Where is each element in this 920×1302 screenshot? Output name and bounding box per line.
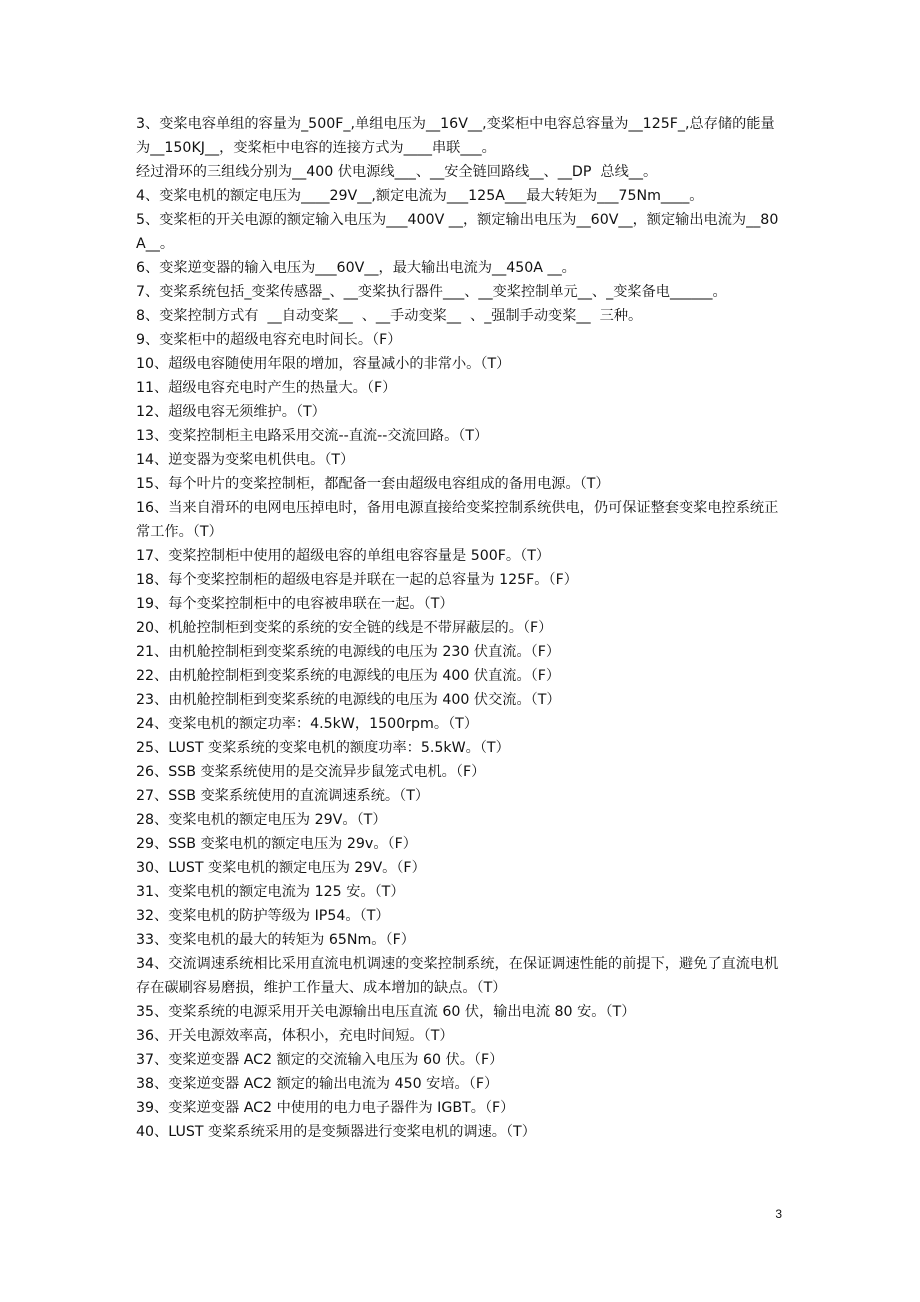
- text-line: 29、SSB 变桨电机的额定电压为 29v。（F）: [136, 836, 417, 852]
- text-line: 28、变桨电机的额定电压为 29V。（T）: [136, 812, 387, 828]
- text-line: 11、超级电容充电时产生的热量大。（F）: [136, 380, 397, 396]
- text-line: 25、LUST 变桨系统的变桨电机的额度功率：5.5kW。（T）: [136, 740, 510, 756]
- text-line: 7、变桨系统包括_变桨传感器_、__变桨执行器件___、__变桨控制单元__、_变桨备电______。: [136, 284, 727, 300]
- text-line: 36、开关电源效率高，体积小，充电时间短。（T）: [136, 1028, 454, 1044]
- text-line: 3、变桨电容单组的容量为_500F_,单组电压为__16V__,变桨柜中电容总容量为__125F_,总存储的能量为__150KJ__，变桨柜中电容的连接方式为____串联___。: [136, 116, 775, 156]
- text-line: 6、变桨逆变器的输入电压为___60V__，最大输出电流为__450A __。: [136, 260, 576, 276]
- text-line: 17、变桨控制柜中使用的超级电容的单组电容容量是 500F。（T）: [136, 548, 551, 564]
- text-line: 37、变桨逆变器 AC2 额定的交流输入电压为 60 伏。（F）: [136, 1052, 504, 1068]
- document-body: [136, 112, 784, 1144]
- text-line: 19、每个变桨控制柜中的电容被串联在一起。（T）: [136, 596, 454, 612]
- text-line: 12、超级电容无须维护。（T）: [136, 404, 326, 420]
- text-line: 14、逆变器为变桨电机供电。（T）: [136, 452, 355, 468]
- text-line: 9、变桨柜中的超级电容充电时间长。（F）: [136, 332, 402, 348]
- text-line: 15、每个叶片的变桨控制柜，都配备一套由超级电容组成的备用电源。（T）: [136, 476, 610, 492]
- text-line: 18、每个变桨控制柜的超级电容是并联在一起的总容量为 125F。（F）: [136, 572, 578, 588]
- text-line: 31、变桨电机的额定电流为 125 安。（T）: [136, 884, 405, 900]
- text-line: 16、当来自滑环的电网电压掉电时，备用电源直接给变桨控制系统供电，仍可保证整套变桨电控系统正常工作。（T）: [136, 500, 779, 540]
- text-line: 30、LUST 变桨电机的额定电压为 29V。（F）: [136, 860, 426, 876]
- text-line: 20、机舱控制柜到变桨的系统的安全链的线是不带屏蔽层的。（F）: [136, 620, 553, 636]
- text-line: 32、变桨电机的防护等级为 IP54。（T）: [136, 908, 390, 924]
- text-line: 10、超级电容随使用年限的增加，容量减小的非常小。（T）: [136, 356, 511, 372]
- text-line: 8、变桨控制方式有 __自动变桨__ 、__手动变桨__ 、_强制手动变桨__ 三种。: [136, 308, 643, 324]
- text-line: 35、变桨系统的电源采用开关电源输出电压直流 60 伏，输出电流 80 安。（T）: [136, 1004, 636, 1020]
- text-line: 4、变桨电机的额定电压为____29V__,额定电流为___125A___最大转矩为___75Nm____。: [136, 188, 704, 204]
- text-line: 38、变桨逆变器 AC2 额定的输出电流为 450 安培。（F）: [136, 1076, 499, 1092]
- text-line: 22、由机舱控制柜到变桨系统的电源线的电压为 400 伏直流。（F）: [136, 668, 561, 684]
- text-line: 27、SSB 变桨系统使用的直流调速系统。（T）: [136, 788, 430, 804]
- text-line: 13、变桨控制柜主电路采用交流--直流--交流回路。（T）: [136, 428, 489, 444]
- text-line: 23、由机舱控制柜到变桨系统的电源线的电压为 400 伏交流。（T）: [136, 692, 561, 708]
- text-line: 26、SSB 变桨系统使用的是交流异步鼠笼式电机。（F）: [136, 764, 486, 780]
- text-line: 24、变桨电机的额定功率：4.5kW，1500rpm。（T）: [136, 716, 479, 732]
- page-number: 3: [775, 1207, 782, 1221]
- text-line: 34、交流调速系统相比采用直流电机调速的变桨控制系统，在保证调速性能的前提下，避免了直流电机存在碳刷容易磨损，维护工作量大、成本增加的缺点。（T）: [136, 956, 779, 996]
- text-line: 5、变桨柜的开关电源的额定输入电压为___400V __，额定输出电压为__60V__，额定输出电流为__80A__。: [136, 212, 779, 252]
- text-line: 21、由机舱控制柜到变桨系统的电源线的电压为 230 伏直流。（F）: [136, 644, 561, 660]
- text-line: 33、变桨电机的最大的转矩为 65Nm。（F）: [136, 932, 415, 948]
- text-line: 经过滑环的三组线分别为__400 伏电源线___、__安全链回路线__、__DP 总线__。: [136, 164, 658, 180]
- text-line: 39、变桨逆变器 AC2 中使用的电力电子器件为 IGBT。（F）: [136, 1100, 515, 1116]
- text-line: 40、LUST 变桨系统采用的是变频器进行变桨电机的调速。（T）: [136, 1124, 536, 1140]
